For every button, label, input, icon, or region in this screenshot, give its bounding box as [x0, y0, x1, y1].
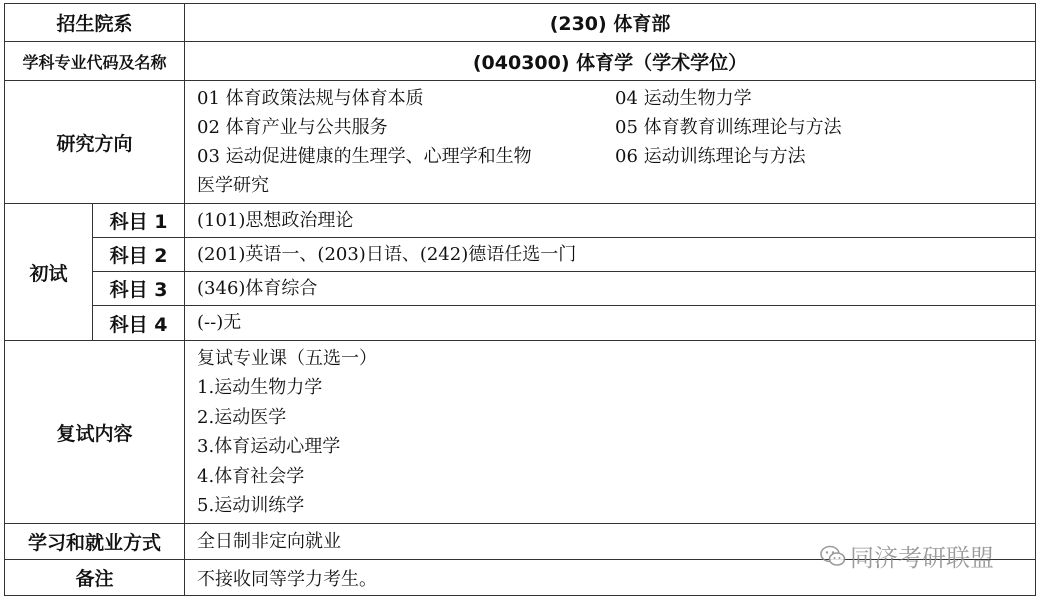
study-mode-label: 学习和就业方式: [5, 524, 185, 560]
research-direction-item: 06 运动训练理论与方法: [615, 146, 806, 167]
retest-line: 2.运动医学: [197, 406, 287, 428]
row-exam-subject-1: [5, 204, 1036, 238]
research-direction-item: 05 体育教育训练理论与方法: [615, 117, 842, 138]
subject-label: 科目 4: [93, 306, 185, 341]
retest-label: 复试内容: [5, 341, 185, 524]
retest-line: 3.体育运动心理学: [197, 436, 341, 458]
retest-line: 4.体育社会学: [197, 465, 305, 487]
research-direction-cell: [185, 81, 1036, 204]
row-research-direction: [5, 81, 1036, 204]
wechat-icon: [820, 545, 846, 567]
subject-value: (201)英语一、(203)日语、(242)德语任选一门: [185, 238, 1036, 272]
retest-line: 5.运动训练学: [197, 495, 305, 517]
subject-value: (346)体育综合: [185, 272, 1036, 306]
remarks-label: 备注: [5, 560, 185, 596]
research-direction-item: 医学研究: [197, 175, 270, 196]
initial-exam-label: 初试: [5, 204, 93, 341]
retest-cell: [185, 341, 1036, 524]
research-direction-label: 研究方向: [5, 81, 185, 204]
subject-label: 科目 2: [93, 238, 185, 272]
row-exam-subject-3: [5, 272, 1036, 306]
admission-dept-label: 招生院系: [5, 4, 185, 42]
remarks-value: 不接收同等学力考生。: [185, 560, 1036, 596]
subject-value: (--)无: [185, 306, 1036, 341]
research-direction-item: 01 体育政策法规与体育本质: [197, 88, 424, 109]
retest-line: 复试专业课（五选一）: [197, 348, 378, 369]
research-direction-item: 03 运动促进健康的生理学、心理学和生物: [197, 146, 532, 167]
row-retest: [5, 341, 1036, 524]
row-admission-dept: [5, 4, 1036, 42]
retest-line: 1.运动生物力学: [197, 377, 323, 399]
admission-dept-value: (230) 体育部: [185, 4, 1036, 42]
study-mode-value: 全日制非定向就业: [185, 524, 1036, 560]
watermark-text: 同济考研联盟: [850, 544, 994, 572]
research-direction-item: 04 运动生物力学: [615, 88, 752, 109]
research-direction-item: 02 体育产业与公共服务: [197, 117, 388, 138]
subject-label: 科目 1: [93, 204, 185, 238]
row-major: [5, 42, 1036, 81]
research-direction-left-column: [197, 84, 615, 200]
research-direction-right-column: [615, 84, 842, 200]
subject-value: (101)思想政治理论: [185, 204, 1036, 238]
row-exam-subject-2: [5, 238, 1036, 272]
row-exam-subject-4: [5, 306, 1036, 341]
watermark: [820, 538, 994, 573]
major-value: (040300) 体育学（学术学位）: [185, 42, 1036, 81]
subject-label: 科目 3: [93, 272, 185, 306]
major-label: 学科专业代码及名称: [5, 42, 185, 81]
program-table: [4, 3, 1036, 596]
